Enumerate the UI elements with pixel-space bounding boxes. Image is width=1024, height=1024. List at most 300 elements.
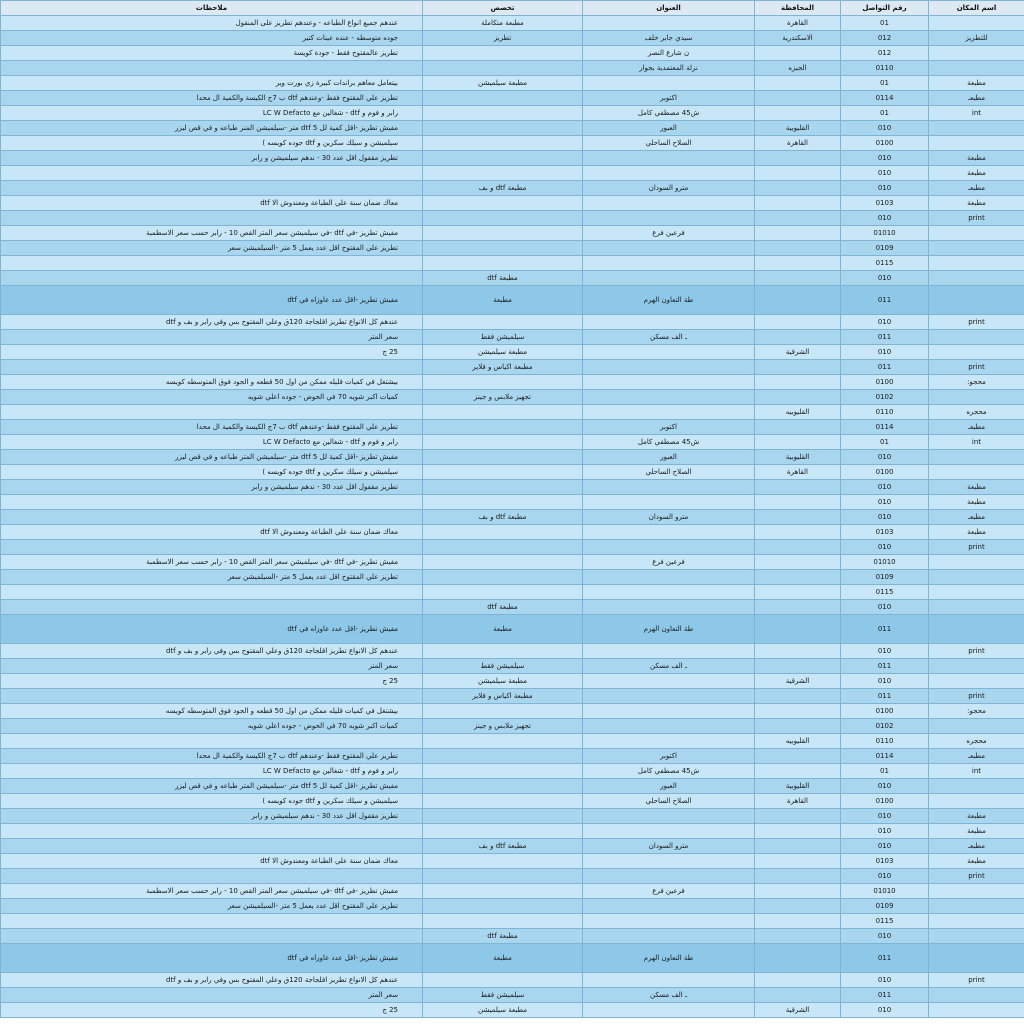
cell-specialty[interactable] — [423, 375, 583, 390]
cell-place[interactable]: مطبعة — [929, 854, 1024, 869]
cell-place[interactable] — [929, 674, 1024, 689]
cell-phone[interactable]: 01010 — [841, 884, 929, 899]
cell-place[interactable]: print — [929, 689, 1024, 704]
cell-place[interactable]: مطبعـ — [929, 839, 1024, 854]
cell-address[interactable]: مترو السودان — [583, 839, 755, 854]
cell-address[interactable] — [583, 151, 755, 166]
cell-specialty[interactable]: مطبعة متكاملة — [423, 16, 583, 31]
cell-phone[interactable]: 010 — [841, 644, 929, 659]
cell-governorate[interactable] — [755, 585, 841, 600]
cell-address[interactable] — [583, 315, 755, 330]
cell-place[interactable]: int — [929, 106, 1024, 121]
cell-address[interactable] — [583, 480, 755, 495]
cell-notes[interactable]: تطريز علي المقتوح فقط -وعندهم dtf ب 7ج الكيسة والكمية ال محدا — [1, 749, 423, 764]
cell-notes[interactable]: عندهم كل الانواع تطريز اقلجاجة 120ق وعلي المقتوح بس وفي رابر و بف و dtf — [1, 973, 423, 988]
cell-phone[interactable]: 01 — [841, 106, 929, 121]
cell-address[interactable]: طة التعاون الهرم — [583, 615, 755, 644]
cell-governorate[interactable] — [755, 824, 841, 839]
cell-governorate[interactable] — [755, 226, 841, 241]
cell-specialty[interactable]: مطبعة dtf و بف — [423, 839, 583, 854]
cell-phone[interactable]: 011 — [841, 330, 929, 345]
cell-place[interactable] — [929, 390, 1024, 405]
cell-specialty[interactable] — [423, 450, 583, 465]
cell-address[interactable] — [583, 76, 755, 91]
cell-specialty[interactable]: مطبعة dtf — [423, 271, 583, 286]
cell-address[interactable] — [583, 525, 755, 540]
cell-place[interactable]: print — [929, 315, 1024, 330]
cell-notes[interactable]: معاك ضمان سنة علي الطباعة ومعندوش الا dtf — [1, 525, 423, 540]
cell-address[interactable] — [583, 570, 755, 585]
cell-phone[interactable]: 011 — [841, 988, 929, 1003]
cell-address[interactable]: سيدي جابر خلف — [583, 31, 755, 46]
cell-phone[interactable]: 010 — [841, 540, 929, 555]
cell-notes[interactable]: 25 ج — [1, 674, 423, 689]
cell-governorate[interactable]: القليوبيه — [755, 405, 841, 420]
cell-governorate[interactable] — [755, 76, 841, 91]
cell-address[interactable] — [583, 929, 755, 944]
cell-notes[interactable]: عندهم كل الانواع تطريز اقلجاجة 120ق وعلي المقتوح بس وفي رابر و بف و dtf — [1, 315, 423, 330]
cell-specialty[interactable] — [423, 764, 583, 779]
cell-specialty[interactable]: مطبعة سيلميشن — [423, 1003, 583, 1018]
cell-place[interactable]: مطبعة — [929, 495, 1024, 510]
cell-governorate[interactable]: الشرقية — [755, 345, 841, 360]
cell-notes[interactable]: بيشتغل في كميات قليله ممكن من اول 50 قطعه و الجود فوق المتوسطه كويسه — [1, 704, 423, 719]
cell-governorate[interactable] — [755, 884, 841, 899]
cell-address[interactable]: ش45 مصطفي كامل — [583, 764, 755, 779]
cell-governorate[interactable] — [755, 764, 841, 779]
cell-governorate[interactable]: القاهرة — [755, 465, 841, 480]
cell-governorate[interactable] — [755, 435, 841, 450]
cell-place[interactable]: print — [929, 644, 1024, 659]
cell-specialty[interactable]: مطبعة سيلميشن — [423, 76, 583, 91]
cell-notes[interactable]: مفيش تطريز -اقل كمية لل dtf 5 متر -سيلميشن المتر طباعه و في قص ليزر — [1, 450, 423, 465]
cell-phone[interactable]: 010 — [841, 674, 929, 689]
cell-governorate[interactable] — [755, 241, 841, 256]
cell-specialty[interactable] — [423, 465, 583, 480]
cell-notes[interactable]: 25 ج — [1, 1003, 423, 1018]
cell-specialty[interactable]: مطبعة — [423, 944, 583, 973]
cell-specialty[interactable] — [423, 570, 583, 585]
cell-governorate[interactable] — [755, 480, 841, 495]
cell-notes[interactable]: بيشتغل في كميات قليله ممكن من اول 50 قطعه و الجود فوق المتوسطه كويسه — [1, 375, 423, 390]
cell-phone[interactable]: 010 — [841, 869, 929, 884]
cell-specialty[interactable]: سيلميشن فقط — [423, 659, 583, 674]
cell-phone[interactable]: 01 — [841, 435, 929, 450]
cell-specialty[interactable] — [423, 241, 583, 256]
cell-specialty[interactable] — [423, 734, 583, 749]
cell-governorate[interactable] — [755, 809, 841, 824]
cell-notes[interactable]: سعر المتر — [1, 988, 423, 1003]
cell-place[interactable]: مطبعة — [929, 76, 1024, 91]
cell-notes[interactable]: بيتعامل معاهم براندات كبيرة زي بورت وير — [1, 76, 423, 91]
header-phone[interactable]: رقم التواصل — [841, 1, 929, 16]
cell-address[interactable]: الصلاح الساحلي — [583, 794, 755, 809]
cell-address[interactable] — [583, 390, 755, 405]
cell-notes[interactable]: رابر و فوم و dtf - شغالين مع LC W Defacto — [1, 435, 423, 450]
cell-specialty[interactable]: سيلميشن فقط — [423, 988, 583, 1003]
cell-governorate[interactable] — [755, 271, 841, 286]
cell-notes[interactable] — [1, 61, 423, 76]
cell-address[interactable]: طة التعاون الهرم — [583, 286, 755, 315]
cell-place[interactable]: print — [929, 973, 1024, 988]
cell-specialty[interactable] — [423, 91, 583, 106]
cell-place[interactable]: int — [929, 435, 1024, 450]
cell-address[interactable]: ـ الف مسكن — [583, 330, 755, 345]
cell-phone[interactable]: 010 — [841, 345, 929, 360]
cell-place[interactable]: محجو: — [929, 704, 1024, 719]
cell-notes[interactable] — [1, 405, 423, 420]
cell-place[interactable]: int — [929, 764, 1024, 779]
cell-phone[interactable]: 010 — [841, 480, 929, 495]
cell-address[interactable] — [583, 899, 755, 914]
cell-address[interactable] — [583, 256, 755, 271]
cell-address[interactable]: العبور — [583, 779, 755, 794]
cell-place[interactable]: محجره — [929, 734, 1024, 749]
cell-place[interactable] — [929, 615, 1024, 644]
cell-governorate[interactable]: القاهرة — [755, 136, 841, 151]
cell-phone[interactable]: 010 — [841, 973, 929, 988]
cell-governorate[interactable] — [755, 704, 841, 719]
cell-phone[interactable]: 0115 — [841, 585, 929, 600]
cell-place[interactable] — [929, 61, 1024, 76]
cell-address[interactable] — [583, 689, 755, 704]
cell-phone[interactable]: 010 — [841, 510, 929, 525]
cell-place[interactable]: مطبعة — [929, 824, 1024, 839]
cell-notes[interactable] — [1, 839, 423, 854]
cell-place[interactable] — [929, 46, 1024, 61]
cell-phone[interactable]: 0100 — [841, 794, 929, 809]
cell-notes[interactable] — [1, 824, 423, 839]
cell-specialty[interactable] — [423, 46, 583, 61]
cell-governorate[interactable] — [755, 91, 841, 106]
cell-phone[interactable]: 0109 — [841, 241, 929, 256]
cell-specialty[interactable] — [423, 585, 583, 600]
cell-phone[interactable]: 0115 — [841, 914, 929, 929]
cell-place[interactable] — [929, 345, 1024, 360]
cell-governorate[interactable] — [755, 540, 841, 555]
cell-specialty[interactable]: تجهيز ملابس و جينز — [423, 390, 583, 405]
cell-specialty[interactable] — [423, 824, 583, 839]
cell-specialty[interactable]: تجهيز ملابس و جينز — [423, 719, 583, 734]
cell-notes[interactable]: تطريز مقفول اقل عدد 30 - ندهم سيلميشن و رابر — [1, 480, 423, 495]
cell-address[interactable] — [583, 540, 755, 555]
cell-phone[interactable]: 0103 — [841, 196, 929, 211]
cell-address[interactable] — [583, 644, 755, 659]
cell-place[interactable] — [929, 330, 1024, 345]
cell-specialty[interactable] — [423, 914, 583, 929]
cell-address[interactable]: اكتوبر — [583, 420, 755, 435]
header-address[interactable]: العنوان — [583, 1, 755, 16]
cell-phone[interactable]: 010 — [841, 166, 929, 181]
cell-specialty[interactable]: مطبعة اكياس و فلاير — [423, 360, 583, 375]
cell-phone[interactable]: 011 — [841, 286, 929, 315]
cell-notes[interactable] — [1, 211, 423, 226]
cell-address[interactable]: اكتوبر — [583, 91, 755, 106]
cell-notes[interactable]: مفيش تطريز -في dtf -في سيلميشن سعر المتر القص 10 - رابر حسب سعر الاسطمبة — [1, 884, 423, 899]
cell-governorate[interactable] — [755, 600, 841, 615]
cell-place[interactable]: مطبعـ — [929, 749, 1024, 764]
cell-place[interactable] — [929, 465, 1024, 480]
cell-place[interactable]: print — [929, 540, 1024, 555]
cell-governorate[interactable] — [755, 495, 841, 510]
cell-phone[interactable]: 010 — [841, 779, 929, 794]
cell-governorate[interactable] — [755, 181, 841, 196]
cell-address[interactable]: الصلاح الساحلي — [583, 136, 755, 151]
cell-phone[interactable]: 0102 — [841, 390, 929, 405]
cell-governorate[interactable] — [755, 659, 841, 674]
cell-address[interactable] — [583, 375, 755, 390]
cell-place[interactable]: print — [929, 360, 1024, 375]
cell-address[interactable]: العبور — [583, 450, 755, 465]
cell-address[interactable] — [583, 1003, 755, 1018]
cell-notes[interactable]: سعر المتر — [1, 330, 423, 345]
cell-phone[interactable]: 010 — [841, 1003, 929, 1018]
cell-specialty[interactable] — [423, 405, 583, 420]
cell-notes[interactable] — [1, 271, 423, 286]
cell-notes[interactable] — [1, 929, 423, 944]
cell-place[interactable] — [929, 929, 1024, 944]
cell-specialty[interactable]: مطبعة dtf و بف — [423, 181, 583, 196]
cell-place[interactable]: مطبعة — [929, 525, 1024, 540]
cell-notes[interactable] — [1, 256, 423, 271]
cell-notes[interactable]: تطريز علي المقتوح اقل عدد يعمل 5 متر -السيلميشن سعر — [1, 899, 423, 914]
cell-specialty[interactable] — [423, 166, 583, 181]
cell-address[interactable] — [583, 600, 755, 615]
cell-place[interactable] — [929, 794, 1024, 809]
cell-notes[interactable]: مفيش تطريز -اقل كمية لل dtf 5 متر -سيلميشن المتر طباعه و في قص ليزر — [1, 779, 423, 794]
cell-place[interactable] — [929, 1003, 1024, 1018]
cell-place[interactable] — [929, 286, 1024, 315]
cell-address[interactable] — [583, 824, 755, 839]
cell-notes[interactable] — [1, 360, 423, 375]
cell-address[interactable]: اكتوبر — [583, 749, 755, 764]
cell-governorate[interactable] — [755, 555, 841, 570]
cell-place[interactable]: مطبعة — [929, 809, 1024, 824]
cell-phone[interactable]: 0114 — [841, 91, 929, 106]
cell-specialty[interactable] — [423, 884, 583, 899]
cell-notes[interactable]: تطريز علي المقتوح فقط -وعندهم dtf ب 7ج الكيسة والكمية ال محدا — [1, 420, 423, 435]
cell-specialty[interactable] — [423, 525, 583, 540]
cell-address[interactable] — [583, 495, 755, 510]
cell-governorate[interactable] — [755, 719, 841, 734]
cell-notes[interactable]: جوده متوسطه - عنده عينات كتير — [1, 31, 423, 46]
cell-address[interactable]: فرعين فرع — [583, 555, 755, 570]
cell-specialty[interactable]: مطبعة اكياس و فلاير — [423, 689, 583, 704]
cell-specialty[interactable] — [423, 809, 583, 824]
cell-notes[interactable]: مفيش تطريز -اقل عدد عاوزاه في dtf — [1, 615, 423, 644]
cell-place[interactable]: print — [929, 869, 1024, 884]
cell-specialty[interactable] — [423, 315, 583, 330]
cell-phone[interactable]: 010 — [841, 809, 929, 824]
cell-phone[interactable]: 010 — [841, 271, 929, 286]
cell-phone[interactable]: 011 — [841, 689, 929, 704]
cell-phone[interactable]: 01 — [841, 76, 929, 91]
cell-address[interactable]: نزلة المعتمدية بجوار — [583, 61, 755, 76]
cell-phone[interactable]: 011 — [841, 360, 929, 375]
cell-place[interactable] — [929, 555, 1024, 570]
cell-governorate[interactable] — [755, 988, 841, 1003]
cell-phone[interactable]: 0114 — [841, 749, 929, 764]
cell-governorate[interactable]: الشرقية — [755, 674, 841, 689]
cell-place[interactable] — [929, 719, 1024, 734]
cell-place[interactable]: للتطريز — [929, 31, 1024, 46]
cell-governorate[interactable] — [755, 46, 841, 61]
cell-notes[interactable]: رابر و فوم و dtf - شغالين مع LC W Defacto — [1, 764, 423, 779]
cell-governorate[interactable] — [755, 689, 841, 704]
cell-phone[interactable]: 0100 — [841, 136, 929, 151]
cell-notes[interactable]: كميات اكبر شويه 70 في الحوض - جوده اعلي شويه — [1, 390, 423, 405]
cell-specialty[interactable] — [423, 555, 583, 570]
cell-address[interactable] — [583, 241, 755, 256]
cell-governorate[interactable]: القليوبية — [755, 121, 841, 136]
cell-governorate[interactable] — [755, 914, 841, 929]
cell-phone[interactable]: 0103 — [841, 854, 929, 869]
cell-address[interactable] — [583, 211, 755, 226]
cell-address[interactable]: فرعين فرع — [583, 884, 755, 899]
cell-notes[interactable]: تطريز علي المقتوح اقل عدد يعمل 5 متر -السيلميشن سعر — [1, 241, 423, 256]
cell-governorate[interactable] — [755, 929, 841, 944]
cell-place[interactable] — [929, 256, 1024, 271]
cell-address[interactable] — [583, 360, 755, 375]
cell-phone[interactable]: 0110 — [841, 405, 929, 420]
cell-notes[interactable]: سيلميشن و سيلك سكرين و dtf جوده كويسه ) — [1, 136, 423, 151]
cell-notes[interactable]: تطريز مقفول اقل عدد 30 - ندهم سيلميشن و رابر — [1, 151, 423, 166]
cell-notes[interactable] — [1, 495, 423, 510]
cell-notes[interactable] — [1, 181, 423, 196]
cell-governorate[interactable] — [755, 749, 841, 764]
cell-phone[interactable]: 010 — [841, 929, 929, 944]
cell-phone[interactable]: 012 — [841, 31, 929, 46]
cell-address[interactable] — [583, 973, 755, 988]
cell-place[interactable] — [929, 899, 1024, 914]
cell-specialty[interactable] — [423, 420, 583, 435]
cell-governorate[interactable] — [755, 360, 841, 375]
cell-specialty[interactable]: سيلميشن فقط — [423, 330, 583, 345]
cell-place[interactable] — [929, 16, 1024, 31]
cell-place[interactable] — [929, 136, 1024, 151]
cell-notes[interactable]: عندهم جميع انواع الطباعه - وعندهم تطريز على المنقول — [1, 16, 423, 31]
cell-specialty[interactable]: مطبعة سيلميشن — [423, 674, 583, 689]
cell-specialty[interactable] — [423, 704, 583, 719]
cell-specialty[interactable] — [423, 540, 583, 555]
cell-place[interactable] — [929, 585, 1024, 600]
cell-place[interactable] — [929, 450, 1024, 465]
cell-place[interactable]: محجره — [929, 405, 1024, 420]
cell-governorate[interactable] — [755, 869, 841, 884]
cell-governorate[interactable] — [755, 375, 841, 390]
cell-governorate[interactable]: القاهرة — [755, 16, 841, 31]
cell-phone[interactable]: 010 — [841, 824, 929, 839]
cell-notes[interactable]: سيلميشن و سيلك سكرين و dtf جوده كويسه ) — [1, 465, 423, 480]
cell-place[interactable]: مطبعة — [929, 166, 1024, 181]
cell-notes[interactable] — [1, 600, 423, 615]
cell-specialty[interactable]: تطريز — [423, 31, 583, 46]
cell-address[interactable]: ش45 مصطفي كامل — [583, 106, 755, 121]
cell-notes[interactable]: تطريز عالمقتوح فقط - جودة كويسة — [1, 46, 423, 61]
cell-governorate[interactable] — [755, 106, 841, 121]
cell-phone[interactable]: 011 — [841, 944, 929, 973]
cell-specialty[interactable] — [423, 256, 583, 271]
cell-notes[interactable]: 25 ج — [1, 345, 423, 360]
cell-phone[interactable]: 010 — [841, 151, 929, 166]
cell-phone[interactable]: 012 — [841, 46, 929, 61]
cell-notes[interactable]: سيلميشن و سيلك سكرين و dtf جوده كويسه ) — [1, 794, 423, 809]
cell-phone[interactable]: 0115 — [841, 256, 929, 271]
header-place[interactable]: اسم المكان — [929, 1, 1024, 16]
cell-phone[interactable]: 010 — [841, 600, 929, 615]
cell-notes[interactable]: تطريز مقفول اقل عدد 30 - ندهم سيلميشن و رابر — [1, 809, 423, 824]
cell-phone[interactable]: 010 — [841, 839, 929, 854]
cell-phone[interactable]: 010 — [841, 121, 929, 136]
cell-governorate[interactable]: القليوبيه — [755, 734, 841, 749]
cell-specialty[interactable]: مطبعة dtf و بف — [423, 510, 583, 525]
cell-specialty[interactable]: مطبعة dtf — [423, 929, 583, 944]
cell-specialty[interactable] — [423, 435, 583, 450]
cell-place[interactable] — [929, 659, 1024, 674]
cell-place[interactable] — [929, 779, 1024, 794]
cell-place[interactable]: مطبعة — [929, 480, 1024, 495]
cell-governorate[interactable] — [755, 390, 841, 405]
cell-address[interactable] — [583, 869, 755, 884]
cell-place[interactable] — [929, 121, 1024, 136]
cell-phone[interactable]: 011 — [841, 659, 929, 674]
cell-phone[interactable]: 0100 — [841, 704, 929, 719]
cell-specialty[interactable] — [423, 226, 583, 241]
cell-governorate[interactable] — [755, 944, 841, 973]
cell-place[interactable] — [929, 914, 1024, 929]
cell-place[interactable] — [929, 988, 1024, 1003]
cell-notes[interactable]: مفيش تطريز -اقل عدد عاوزاه في dtf — [1, 286, 423, 315]
cell-specialty[interactable] — [423, 973, 583, 988]
cell-governorate[interactable] — [755, 211, 841, 226]
cell-address[interactable] — [583, 16, 755, 31]
cell-specialty[interactable] — [423, 794, 583, 809]
cell-governorate[interactable]: القليوبية — [755, 779, 841, 794]
cell-place[interactable]: محجو: — [929, 375, 1024, 390]
cell-specialty[interactable] — [423, 480, 583, 495]
cell-address[interactable]: ش45 مصطفي كامل — [583, 435, 755, 450]
cell-notes[interactable] — [1, 914, 423, 929]
cell-specialty[interactable] — [423, 211, 583, 226]
cell-address[interactable]: طة التعاون الهرم — [583, 944, 755, 973]
cell-place[interactable] — [929, 944, 1024, 973]
cell-specialty[interactable]: مطبعة — [423, 286, 583, 315]
header-specialty[interactable]: تخصص — [423, 1, 583, 16]
cell-place[interactable] — [929, 241, 1024, 256]
cell-governorate[interactable] — [755, 166, 841, 181]
cell-address[interactable]: مترو السودان — [583, 510, 755, 525]
cell-governorate[interactable] — [755, 973, 841, 988]
cell-notes[interactable]: تطريز علي المقتوح فقط -وعندهم dtf ب 7ج الكيسة والكمية ال محدا — [1, 91, 423, 106]
cell-phone[interactable]: 01010 — [841, 555, 929, 570]
cell-phone[interactable]: 0103 — [841, 525, 929, 540]
cell-governorate[interactable] — [755, 839, 841, 854]
cell-governorate[interactable] — [755, 644, 841, 659]
cell-notes[interactable]: رابر و فوم و dtf - شغالين مع LC W Defacto — [1, 106, 423, 121]
cell-place[interactable] — [929, 226, 1024, 241]
cell-phone[interactable]: 0114 — [841, 420, 929, 435]
cell-address[interactable] — [583, 704, 755, 719]
cell-governorate[interactable] — [755, 615, 841, 644]
cell-address[interactable] — [583, 719, 755, 734]
cell-governorate[interactable] — [755, 570, 841, 585]
cell-specialty[interactable] — [423, 61, 583, 76]
cell-notes[interactable]: معاك ضمان سنة علي الطباعة ومعندوش الا dtf — [1, 196, 423, 211]
cell-specialty[interactable] — [423, 854, 583, 869]
header-governorate[interactable]: المحافظة — [755, 1, 841, 16]
cell-notes[interactable]: سعر المتر — [1, 659, 423, 674]
cell-phone[interactable]: 0109 — [841, 899, 929, 914]
